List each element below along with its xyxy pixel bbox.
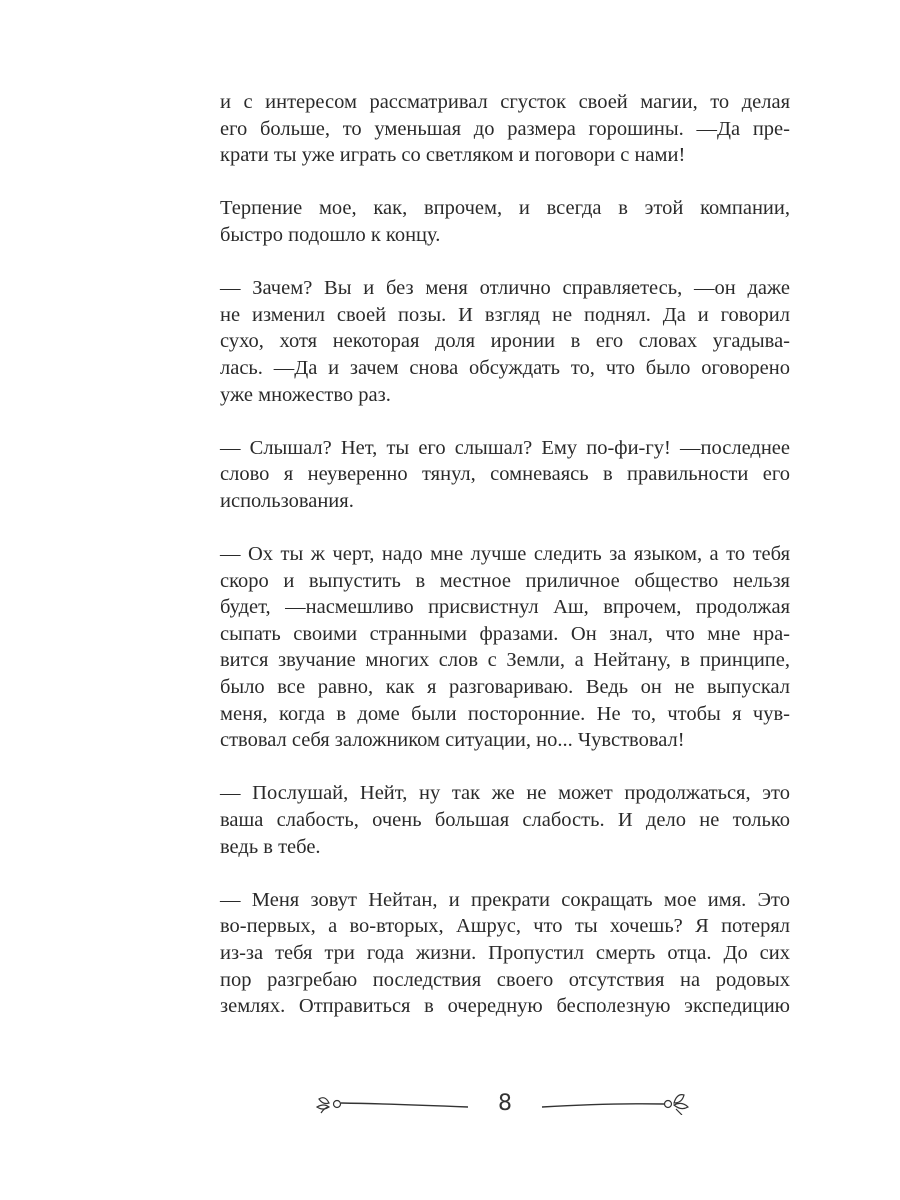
text-line: — Ох ты ж черт, надо мне лучше следить за языком, а то тебя <box>220 543 790 566</box>
text-line: — Зачем? Вы и без меня отлично справляетесь, —он даже <box>220 277 790 300</box>
page-number: 8 <box>498 1091 512 1116</box>
paragraph <box>220 195 790 248</box>
text-line: быстро подошло к концу. <box>220 223 441 246</box>
text-line: меня, когда в доме были посторонние. Не то, чтобы я чув- <box>220 702 790 725</box>
text-line: вится звучание многих слов с Земли, а Нейтану, в принципе, <box>220 649 790 672</box>
text-line: пор разгребаю последствия своего отсутствия на родовых <box>220 968 790 991</box>
text-line: слово я неуверенно тянул, сомневаясь в правильности его <box>220 463 790 486</box>
text-line: — Слышал? Нет, ты его слышал? Ему по-фи-гу! —последнее <box>220 436 790 459</box>
text-line: ведь в тебе. <box>220 835 321 858</box>
left-leaf-ornament-icon <box>315 1091 475 1115</box>
text-line: во-первых, а во-вторых, Ашрус, что ты хочешь? Я потерял <box>220 915 790 938</box>
text-line: из-за тебя три года жизни. Пропустил смерть отца. До сих <box>220 942 790 964</box>
text-line: его больше, то уменьшая до размера горошины. —Да пре- <box>220 117 790 140</box>
text-line: уже множество раз. <box>220 383 391 406</box>
text-line: землях. Отправиться в очередную бесполезную экспедицию <box>220 995 790 1018</box>
text-line: использования. <box>220 489 354 512</box>
text-line: не изменил своей позы. И взгляд не поднял. Да и говорил <box>220 303 790 326</box>
text-line: скоро и выпустить в местное приличное общество нельзя <box>220 569 790 592</box>
text-line: — Послушай, Нейт, ну так же не может продолжаться, это <box>220 782 790 805</box>
paragraph <box>220 541 790 754</box>
text-line: крати ты уже играть со светляком и поговори с нами! <box>220 144 686 167</box>
text-line: лась. —Да и зачем снова обсуждать то, что было оговорено <box>220 356 790 379</box>
right-leaf-ornament-icon <box>540 1091 700 1115</box>
text-line: сухо, хотя некоторая доля иронии в его словах угадыва- <box>220 330 790 353</box>
text-line: было все равно, как я разговариваю. Ведь он не выпускал <box>220 676 790 699</box>
text-line: ствовал себя заложником ситуации, но... Чувствовал! <box>220 729 685 752</box>
paragraph <box>220 887 790 1020</box>
text-line: ваша слабость, очень большая слабость. И дело не только <box>220 809 790 832</box>
text-line: будет, —насмешливо присвистнул Аш, впрочем, продолжая <box>220 596 790 619</box>
body-text <box>220 89 790 1046</box>
paragraph <box>220 435 790 515</box>
text-line: и с интересом рассматривал сгусток своей магии, то делая <box>220 91 790 113</box>
text-line: сыпать своими странными фразами. Он знал, что мне нра- <box>220 622 790 645</box>
paragraph <box>220 275 790 408</box>
paragraph <box>220 89 790 169</box>
text-line: Терпение мое, как, впрочем, и всегда в этой компании, <box>220 197 790 220</box>
paragraph <box>220 780 790 860</box>
text-line: — Меня зовут Нейтан, и прекрати сокращать мое имя. Это <box>220 888 790 911</box>
page-footer <box>0 1085 900 1135</box>
